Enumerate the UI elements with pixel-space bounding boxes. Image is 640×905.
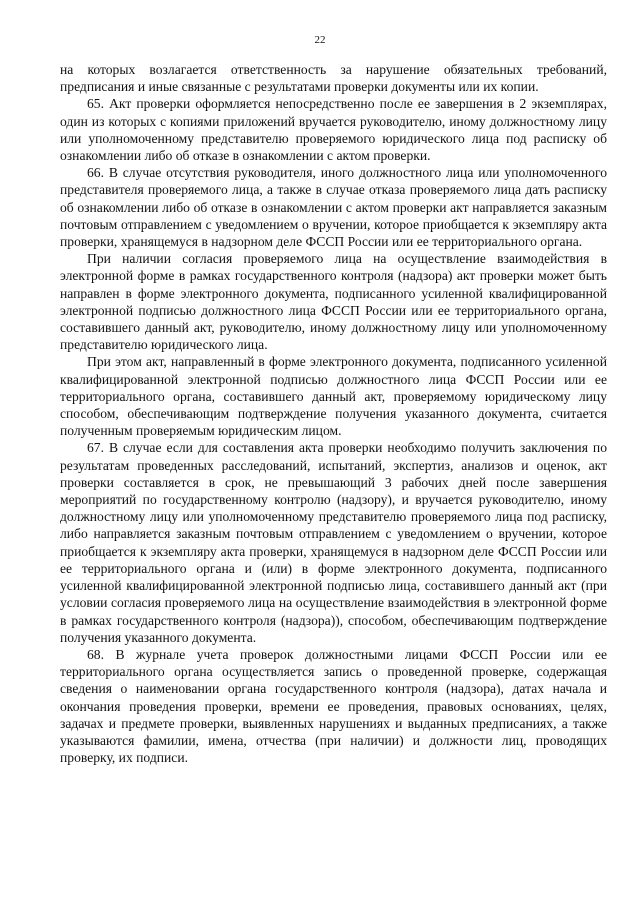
paragraph-65: 65. Акт проверки оформляется непосредственно после ее завершения в 2 экземплярах, один из которых с копиями приложений вручается руководителю, иному должностному лицу или уполномоченному представителю проверяемого юридического лица под расписку об ознакомлении либо об отказе в ознакомлении с актом проверки. [60, 96, 607, 164]
page-number: 22 [314, 34, 326, 46]
paragraph-66: 66. В случае отсутствия руководителя, иного должностного лица или уполномоченного представителя проверяемого лица, а также в случае отказа проверяемого лица дать расписку об ознакомлении либо об отказе в ознакомлении с актом проверки акт направляется заказным почтовым отправлением с уведомлением о вручении, которое приобщается к экземпляру акта проверки, хранящемуся в надзорном деле ФССП России или ее территориального органа. [60, 165, 607, 250]
document-body [60, 61, 607, 766]
paragraph-66-electronic-delivery: При наличии согласия проверяемого лица на осуществление взаимодействия в электронной форме в рамках государственного контроля (надзора) акт проверки может быть направлен в форме электронного документа, подписанного усиленной квалифицированной электронной подписью должностного лица ФССП России или ее территориального органа, составившего данный акт, руководителю, иному должностному лицу или уполномоченному представителю юридического лица. [60, 251, 607, 353]
paragraph-67: 67. В случае если для составления акта проверки необходимо получить заключения по результатам проведенных расследований, испытаний, экспертиз, анализов и оценок, акт проверки составляется в срок, не превышающий 3 рабочих дней после завершения мероприятий по государственному контролю (надзору), и вручается руководителю, иному должностному лицу или уполномоченному представителю проверяемого лица под расписку, либо направляется заказным почтовым отправлением с уведомлением о вручении, которое приобщается к экземпляру акта проверки, хранящемуся в надзорном деле ФССП России или ее территориального органа и (или) в форме электронного документа, подписанного усиленной квалифицированной электронной подписью лица, составившего данный акт (при условии согласия проверяемого лица на осуществление взаимодействия в электронной форме в рамках государственного контроля (надзора)), способом, обеспечивающим подтверждение получения указанного документа. [60, 440, 607, 645]
paragraph-continuation: на которых возлагается ответственность за нарушение обязательных требований, предписания и иные связанные с результатами проверки документы или их копии. [60, 62, 607, 95]
paragraph-66-receipt-confirmation: При этом акт, направленный в форме электронного документа, подписанного усиленной квалифицированной электронной подписью должностного лица ФССП России или ее территориального органа, составившего данный акт, проверяемому юридическому лицу способом, обеспечивающим подтверждение получения указанного документа, считается полученным проверяемым юридическим лицом. [60, 354, 607, 439]
paragraph-68: 68. В журнале учета проверок должностными лицами ФССП России или ее территориального органа осуществляется запись о проведенной проверке, содержащая сведения о наименовании органа государственного контроля (надзора), датах начала и окончания проведения проверки, времени ее проведения, правовых основаниях, целях, задачах и предмете проверки, выявленных нарушениях и выданных предписаниях, а также указываются фамилии, имена, отчества (при наличии) и должности лиц, проводящих проверку, их подписи. [60, 646, 607, 766]
